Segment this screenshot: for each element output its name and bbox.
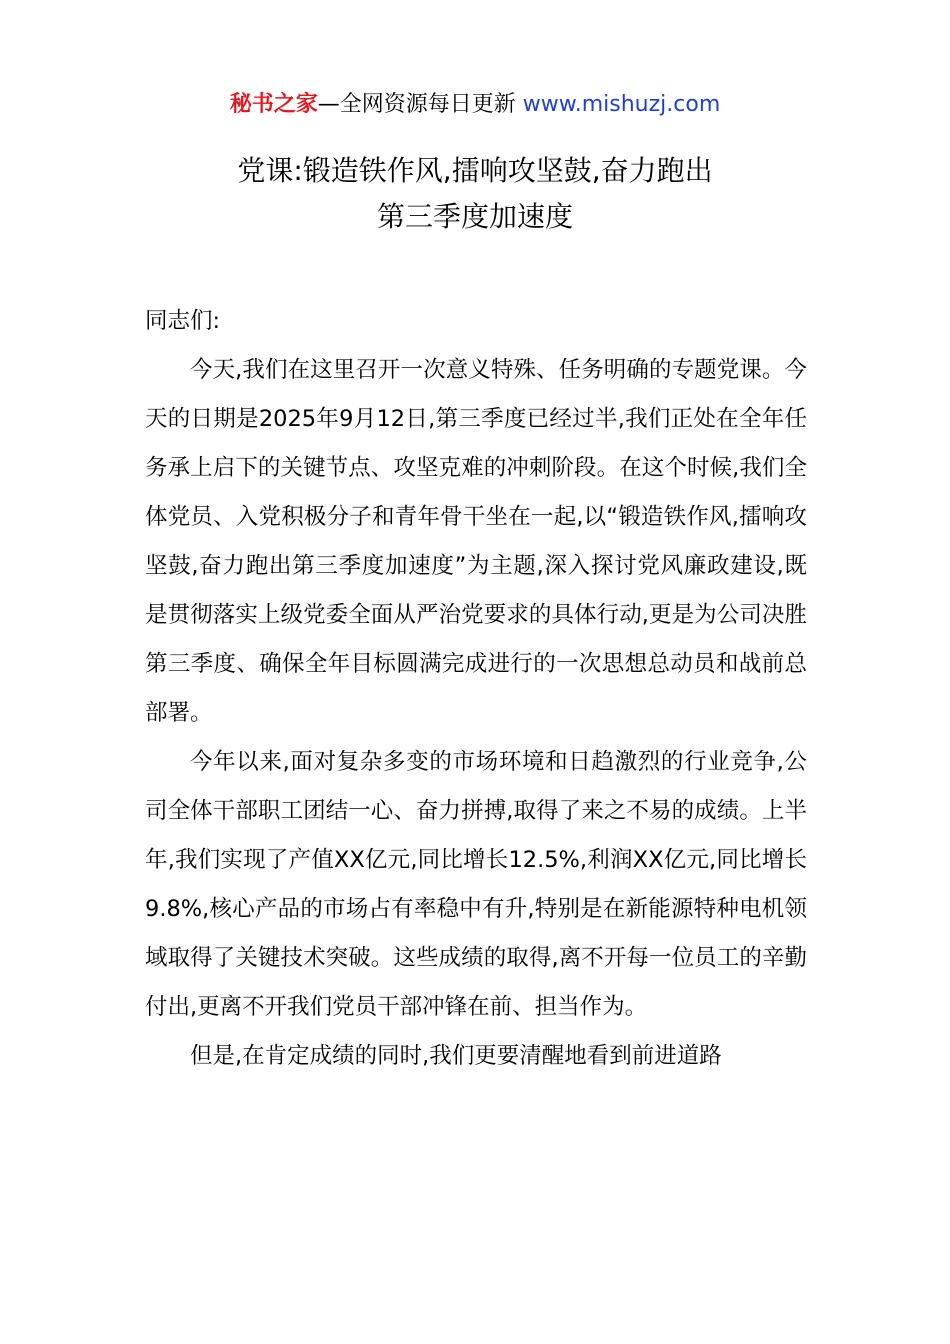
title-line-2: 第三季度加速度: [376, 200, 573, 233]
title-line-1: 党课:锻造铁作风,擂响攻坚鼓,奋力跑出: [237, 154, 713, 187]
body-paragraph-2: 今年以来,面对复杂多变的市场环境和日趋激烈的行业竞争,公司全体干部职工团结一心、奋力拼搏,取得了来之不易的成绩。上半年,我们实现了产值XX亿元,同比增长12.5%,利润XX亿元,同比增长9.8%,核心产品的市场占有率稳中有升,特别是在新能源特种电机领域取得了关键技术突破。这些成绩的取得,离不开每一位员工的辛勤付出,更离不开我们党员干部冲锋在前、担当作为。: [145, 749, 807, 1020]
site-header: [0, 88, 950, 122]
salutation: 同志们:: [145, 308, 221, 334]
header-tagline: —全网资源每日更新: [317, 92, 523, 117]
site-url-link[interactable]: www.mishuzj.com: [522, 92, 721, 117]
document-title: [0, 148, 950, 240]
body-paragraph-3: 但是,在肯定成绩的同时,我们更要清醒地看到前进道路: [190, 1043, 722, 1069]
body-paragraph-1: 今天,我们在这里召开一次意义特殊、任务明确的专题党课。今天的日期是2025年9月12日,第三季度已经过半,我们正处在全年任务承上启下的关键节点、攻坚克难的冲刺阶段。在这个时候,我们全体党员、入党积极分子和青年骨干坐在一起,以“锻造铁作风,擂响攻坚鼓,奋力跑出第三季度加速度”为主题,深入探讨党风廉政建设,既是贯彻落实上级党委全面从严治党要求的具体行动,更是为公司决胜第三季度、确保全年目标圆满完成进行的一次思想总动员和战前总部署。: [145, 357, 807, 726]
brand-name: 秘书之家: [229, 92, 318, 117]
document-body: [145, 297, 807, 1081]
